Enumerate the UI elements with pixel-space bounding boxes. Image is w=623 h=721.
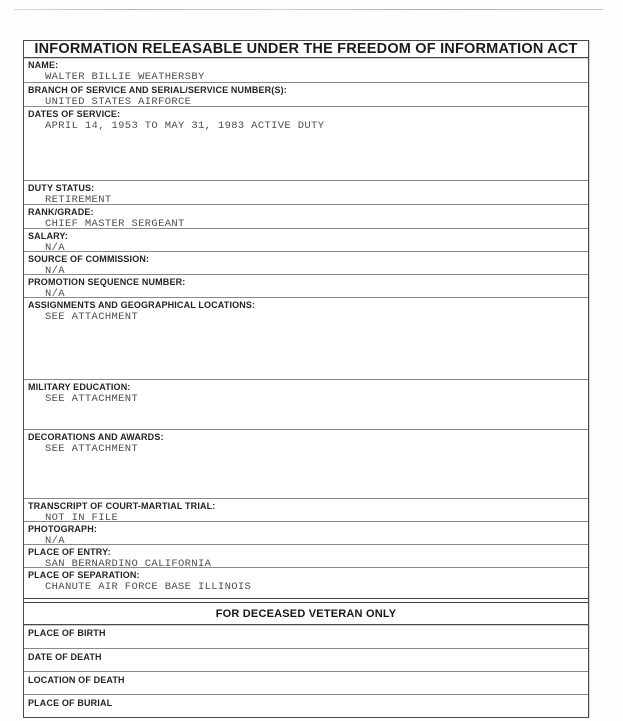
field-row-name xyxy=(24,58,588,82)
field-row-photograph xyxy=(24,521,588,544)
field-value: N/A xyxy=(45,535,65,544)
field-value: SEE ATTACHMENT xyxy=(45,443,139,455)
field-label: PLACE OF BURIAL xyxy=(28,698,113,708)
field-label: PLACE OF SEPARATION: xyxy=(28,570,140,580)
field-label: DECORATIONS AND AWARDS: xyxy=(28,432,164,442)
field-row-decorations-awards xyxy=(24,429,588,498)
field-label: PLACE OF ENTRY: xyxy=(28,547,111,557)
field-row-promotion-sequence-number xyxy=(24,274,588,297)
field-label: RANK/GRADE: xyxy=(28,207,94,217)
field-label: TRANSCRIPT OF COURT-MARTIAL TRIAL: xyxy=(28,501,216,511)
field-row-branch-of-service xyxy=(24,82,588,106)
field-value: SAN BERNARDINO CALIFORNIA xyxy=(45,558,212,567)
deceased-section-header xyxy=(24,603,588,625)
field-label: SOURCE OF COMMISSION: xyxy=(28,254,150,264)
field-label: LOCATION OF DEATH xyxy=(28,675,125,685)
deceased-field-row-place-of-birth xyxy=(24,625,588,648)
field-value: N/A xyxy=(45,288,65,297)
field-value: NOT IN FILE xyxy=(45,512,119,521)
field-value: CHANUTE AIR FORCE BASE ILLINOIS xyxy=(45,581,252,593)
deceased-field-row-place-of-burial xyxy=(24,694,588,717)
field-value: SEE ATTACHMENT xyxy=(45,393,139,405)
field-value: SEE ATTACHMENT xyxy=(45,311,139,323)
deceased-field-row-date-of-death xyxy=(24,648,588,671)
field-row-source-of-commission xyxy=(24,251,588,274)
field-value: N/A xyxy=(45,242,65,251)
field-value: APRIL 14, 1953 TO MAY 31, 1983 ACTIVE DUTY xyxy=(45,120,325,132)
field-label: DATES OF SERVICE: xyxy=(28,109,121,119)
field-label: DUTY STATUS: xyxy=(28,183,95,193)
field-row-place-of-separation xyxy=(24,567,588,598)
field-label: DATE OF DEATH xyxy=(28,652,102,662)
field-label: PHOTOGRAPH: xyxy=(28,524,97,534)
field-label: NAME: xyxy=(28,60,59,70)
field-label: ASSIGNMENTS AND GEOGRAPHICAL LOCATIONS: xyxy=(28,300,256,310)
field-row-place-of-entry xyxy=(24,544,588,567)
field-row-rank-grade xyxy=(24,204,588,228)
field-value: UNITED STATES AIRFORCE xyxy=(45,96,192,106)
field-label: PLACE OF BIRTH xyxy=(28,628,106,638)
field-value: RETIREMENT xyxy=(45,194,112,204)
deceased-field-row-location-of-death xyxy=(24,671,588,694)
field-label: MILITARY EDUCATION: xyxy=(28,382,131,392)
deceased-section-heading: FOR DECEASED VETERAN ONLY xyxy=(215,607,397,620)
field-row-duty-status xyxy=(24,180,588,204)
form-title-row xyxy=(24,41,588,58)
field-row-court-martial-transcript xyxy=(24,498,588,521)
field-row-dates-of-service xyxy=(24,106,588,180)
field-label: BRANCH OF SERVICE AND SERIAL/SERVICE NUMBER(S): xyxy=(28,85,287,95)
field-label: SALARY: xyxy=(28,231,69,241)
form-title: INFORMATION RELEASABLE UNDER THE FREEDOM OF INFORMATION ACT xyxy=(34,41,578,57)
scan-artifact-line xyxy=(14,9,603,10)
field-value: WALTER BILLIE WEATHERSBY xyxy=(45,71,205,82)
field-row-assignments-locations xyxy=(24,297,588,379)
field-row-salary xyxy=(24,228,588,251)
foia-release-form xyxy=(23,40,589,718)
field-row-military-education xyxy=(24,379,588,429)
field-label: PROMOTION SEQUENCE NUMBER: xyxy=(28,277,186,287)
field-value: CHIEF MASTER SERGEANT xyxy=(45,218,185,228)
field-value: N/A xyxy=(45,265,65,274)
